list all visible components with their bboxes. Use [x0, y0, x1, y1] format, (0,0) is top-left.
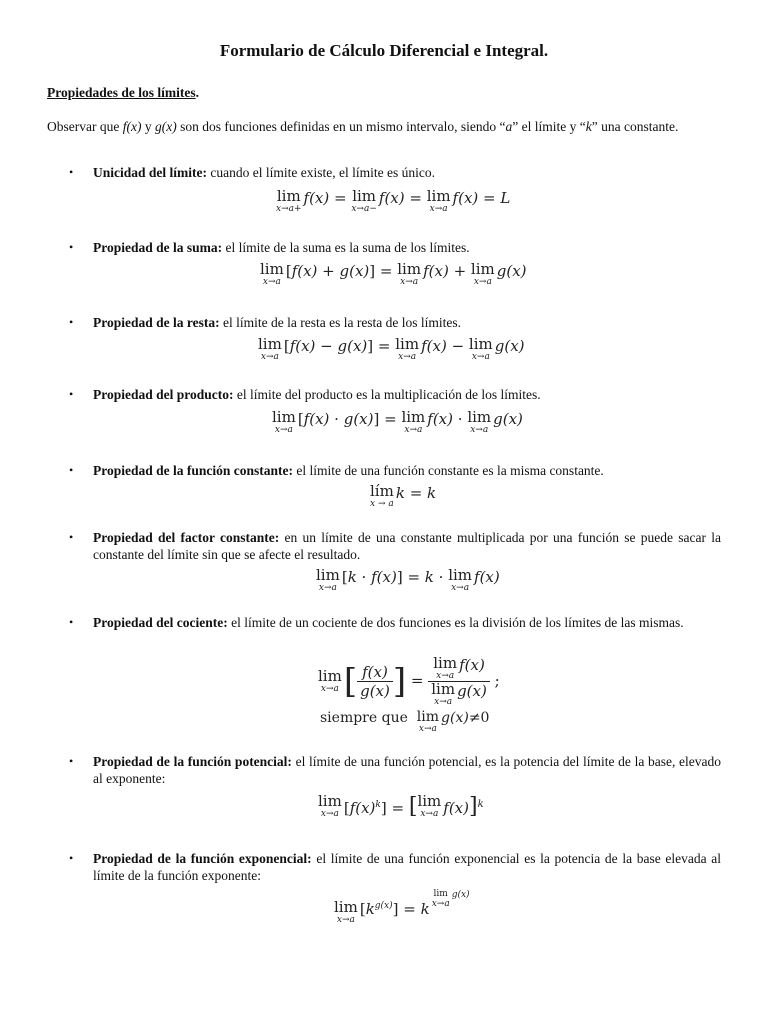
- bullet-icon: •: [69, 851, 74, 865]
- property-name: Propiedad de la función exponencial:: [93, 851, 312, 866]
- formula-cociente-condicion: siempre que lim x→a g(x)≠0: [320, 709, 490, 734]
- section-heading: [47, 85, 199, 101]
- bullet-icon: •: [69, 387, 74, 401]
- property-name: Propiedad del producto:: [93, 387, 234, 402]
- bullet-icon: •: [69, 315, 74, 329]
- formula-cociente: lim x→a [ $\frac{f(x)}{g(x)}$ ] = lim x→a f(x) lim x→a g(x) ;: [318, 654, 500, 707]
- property-name: Propiedad del factor constante:: [93, 530, 280, 545]
- formula-resta: lim x→a [f(x) − g(x)] = lim x→a f(x) − lim x→a g(x): [258, 335, 525, 362]
- formula-unicidad: lim x→a+ f(x) = lim x→a− f(x) = lim x→a f(x) = L: [276, 187, 511, 214]
- formula-constante: lím x → a k = k: [370, 482, 437, 509]
- property-item: [69, 164, 721, 181]
- property-name: Propiedad de la resta:: [93, 315, 220, 330]
- property-desc: en un límite de una constante multiplicada por una función se puede sacar la constante del límite sin que se afecte el resultado.: [93, 530, 722, 562]
- section-heading-dot: .: [195, 85, 200, 100]
- formula-exponencial: lim x→a $[k^{g(x)}] = k$ lim x→a g(x): [334, 889, 470, 925]
- bullet-icon: •: [69, 615, 74, 629]
- intro-gx: g(x): [154, 119, 177, 134]
- intro-k: k: [585, 119, 592, 134]
- property-desc: el límite de una función constante es la misma constante.: [293, 463, 604, 478]
- intro-text: y: [141, 119, 155, 134]
- property-desc: el límite de una función exponencial es la potencia de la base elevada al límite de la función exponente:: [93, 851, 721, 883]
- property-item: [69, 614, 721, 631]
- intro-paragraph: [47, 114, 721, 140]
- property-item: [69, 462, 721, 479]
- property-item: [69, 850, 721, 884]
- intro-a: a: [505, 119, 513, 134]
- bullet-icon: •: [69, 754, 74, 768]
- property-name: Propiedad de la función potencial:: [93, 754, 292, 769]
- property-desc: el límite de una función potencial, es la potencia del límite de la base, elevado al exponente:: [93, 754, 721, 786]
- section-heading-text: Propiedades de los límites: [47, 85, 196, 100]
- formula-factor-constante: lim x→a [k · f(x)] = k · lim x→a f(x): [316, 566, 500, 593]
- intro-text: Observar que: [47, 119, 123, 134]
- bullet-icon: •: [69, 165, 74, 179]
- property-item: [69, 529, 721, 563]
- property-item: [69, 314, 721, 331]
- property-desc: el límite de la resta es la resta de los límites.: [219, 315, 462, 330]
- property-name: Propiedad de la función constante:: [93, 463, 294, 478]
- property-name: Propiedad del cociente:: [93, 615, 228, 630]
- formula-suma: lim x→a [f(x) + g(x)] = lim x→a f(x) + lim x→a g(x): [260, 260, 527, 287]
- property-desc: el límite de un cociente de dos funciones es la división de los límites de las mismas.: [227, 615, 684, 630]
- intro-fx: f(x): [122, 119, 142, 134]
- property-desc: el límite de la suma es la suma de los límites.: [222, 240, 470, 255]
- formula-producto: lim x→a [f(x) · g(x)] = lim x→a f(x) · lim x→a g(x): [272, 408, 523, 435]
- property-desc: el límite del producto es la multiplicación de los límites.: [233, 387, 541, 402]
- property-item: [69, 386, 721, 403]
- property-item: [69, 239, 721, 256]
- property-desc: cuando el límite existe, el límite es único.: [207, 165, 435, 180]
- page-title: Formulario de Cálculo Diferencial e Integral.: [219, 41, 549, 60]
- bullet-icon: •: [69, 463, 74, 477]
- property-name: Unicidad del límite:: [93, 165, 207, 180]
- intro-text: son dos funciones definidas en un mismo intervalo, siendo “: [176, 119, 506, 134]
- bullet-icon: •: [69, 240, 74, 254]
- bullet-icon: •: [69, 530, 74, 544]
- formula-potencial: lim x→a $[f(x)^k]$ = [ lim x→a f(x)]$^k$: [318, 792, 484, 819]
- intro-text: ” una constante.: [591, 119, 679, 134]
- intro-text: ” el límite y “: [512, 119, 586, 134]
- property-name: Propiedad de la suma:: [93, 240, 223, 255]
- property-item: [69, 753, 721, 787]
